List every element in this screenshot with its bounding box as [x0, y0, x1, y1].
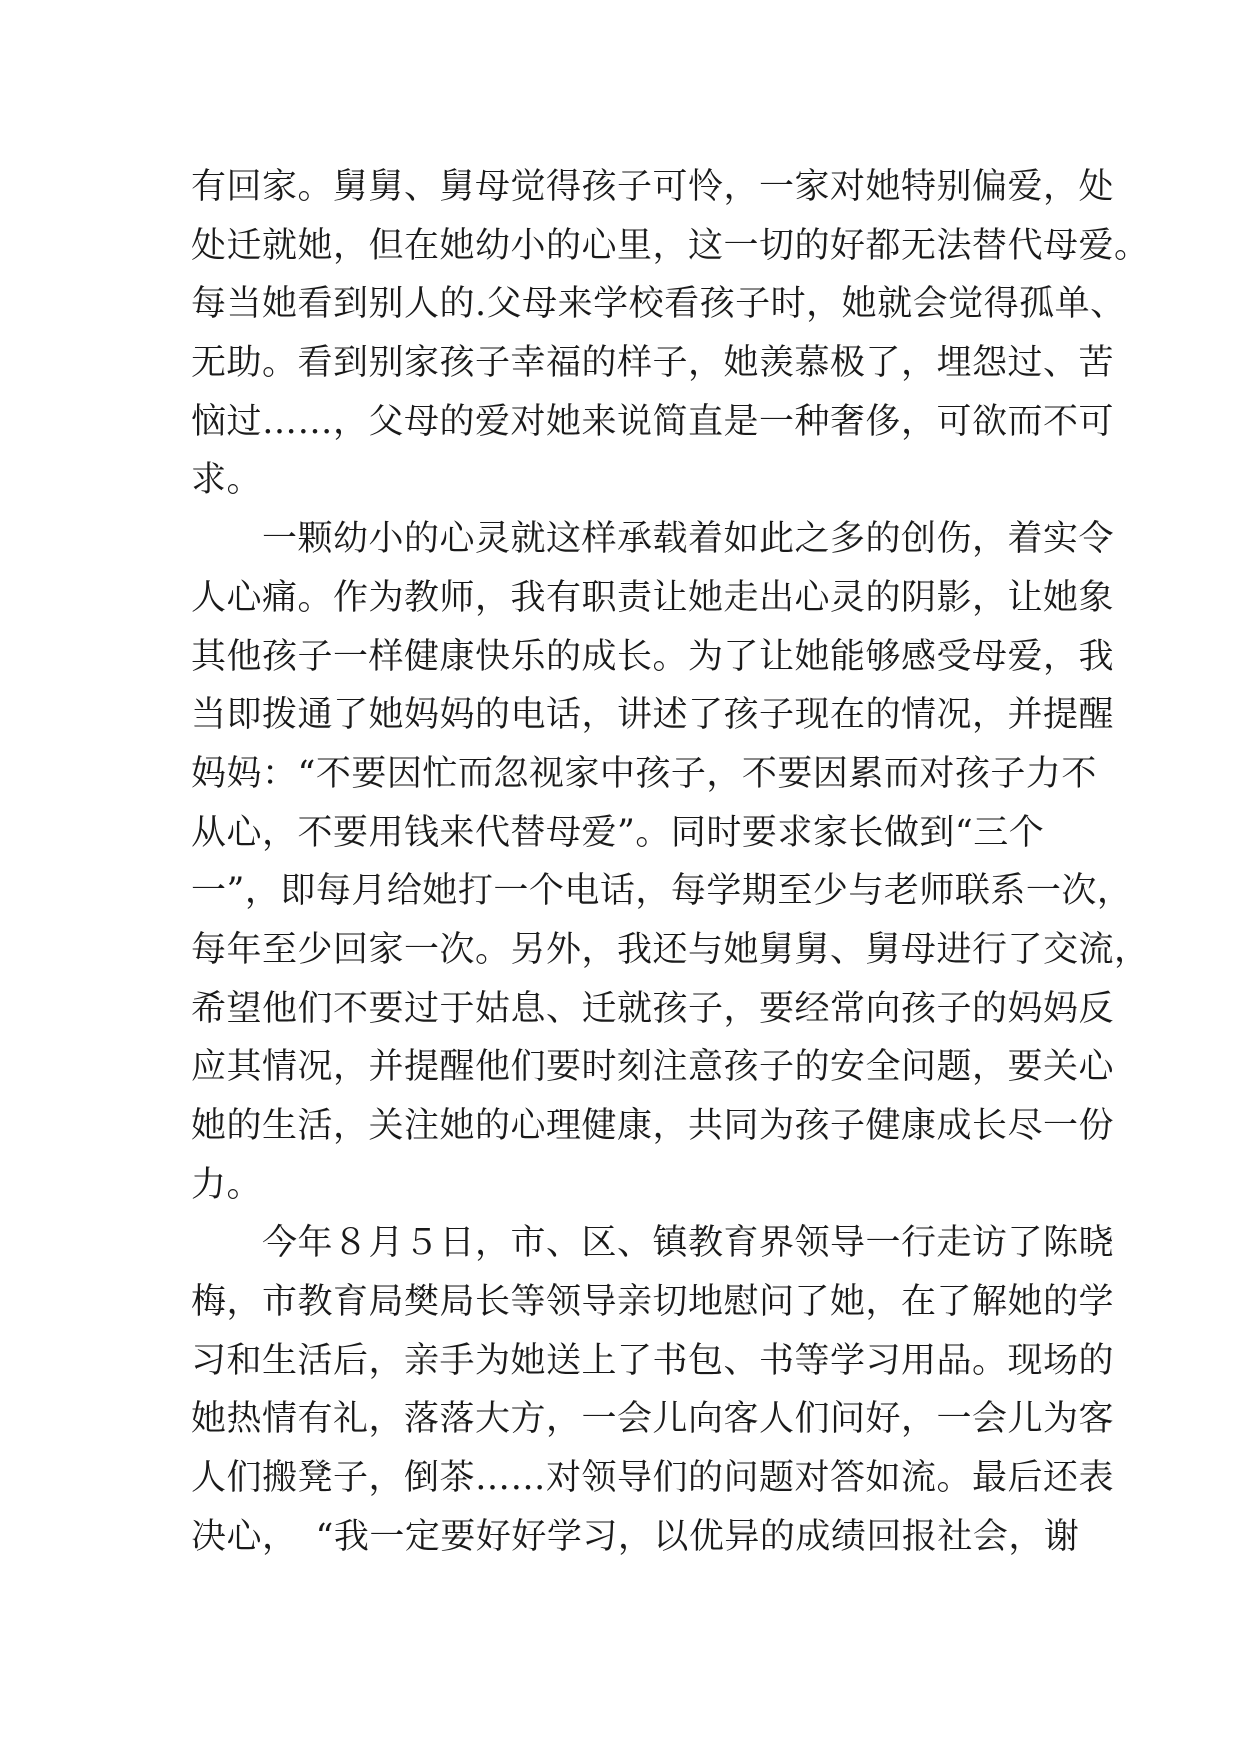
text-line: 人心痛。作为教师，我有职责让她走出心灵的阴影，让她象 [191, 577, 1115, 618]
text-line: 希望他们不要过于姑息、迁就孩子，要经常向孩子的妈妈反 [191, 988, 1115, 1029]
text-line: 一”，即每月给她打一个电话，每学期至少与老师联系一次， [191, 871, 1133, 912]
text-line: 每当她看到别人的.父母来学校看孩子时，她就会觉得孤单、 [191, 284, 1126, 325]
text-line: 求。 [191, 460, 263, 501]
text-line: 恼过……，父母的爱对她来说简直是一种奢侈，可欲而不可 [191, 401, 1115, 442]
text-line: 处迁就她，但在她幼小的心里，这一切的好都无法替代母爱。 [191, 225, 1150, 266]
text-line: 无助。看到别家孩子幸福的样子，她羡慕极了，埋怨过、苦 [191, 343, 1115, 384]
text-line: 梅，市教育局樊局长等领导亲切地慰问了她，在了解她的学 [191, 1282, 1115, 1323]
text-line: 其他孩子一样健康快乐的成长。为了让她能够感受母爱，我 [191, 636, 1115, 677]
text-line: 习和生活后，亲手为她送上了书包、书等学习用品。现场的 [191, 1340, 1115, 1381]
text-line: 人们搬凳子，倒茶……对领导们的问题对答如流。最后还表 [191, 1458, 1115, 1499]
text-line: 从心，不要用钱来代替母爱”。同时要求家长做到“三个 [191, 812, 1045, 853]
text-line: 她热情有礼，落落大方，一会儿向客人们问好，一会儿为客 [191, 1399, 1115, 1440]
text-line: 当即拨通了她妈妈的电话，讲述了孩子现在的情况，并提醒 [191, 695, 1115, 736]
text-line: 妈妈：“不要因忙而忽视家中孩子，不要因累而对孩子力不 [191, 753, 1097, 794]
body-text [191, 158, 1150, 1567]
text-line: 力。 [191, 1164, 263, 1205]
text-line: 每年至少回家一次。另外，我还与她舅舅、舅母进行了交流， [191, 929, 1150, 970]
text-line: 应其情况，并提醒他们要时刻注意孩子的安全问题，要关心 [191, 1047, 1115, 1088]
text-line: 决心， “我一定要好好学习，以优异的成绩回报社会，谢 [191, 1516, 1080, 1557]
text-line: 她的生活，关注她的心理健康，共同为孩子健康成长尽一份 [191, 1106, 1115, 1146]
text-line: 一颗幼小的心灵就这样承载着如此之多的创伤，着实令 [191, 519, 1115, 560]
text-line: 今年８月５日，市、区、镇教育界领导一行走访了陈晓 [191, 1223, 1115, 1264]
text-line: 有回家。舅舅、舅母觉得孩子可怜，一家对她特别偏爱，处 [191, 167, 1115, 207]
